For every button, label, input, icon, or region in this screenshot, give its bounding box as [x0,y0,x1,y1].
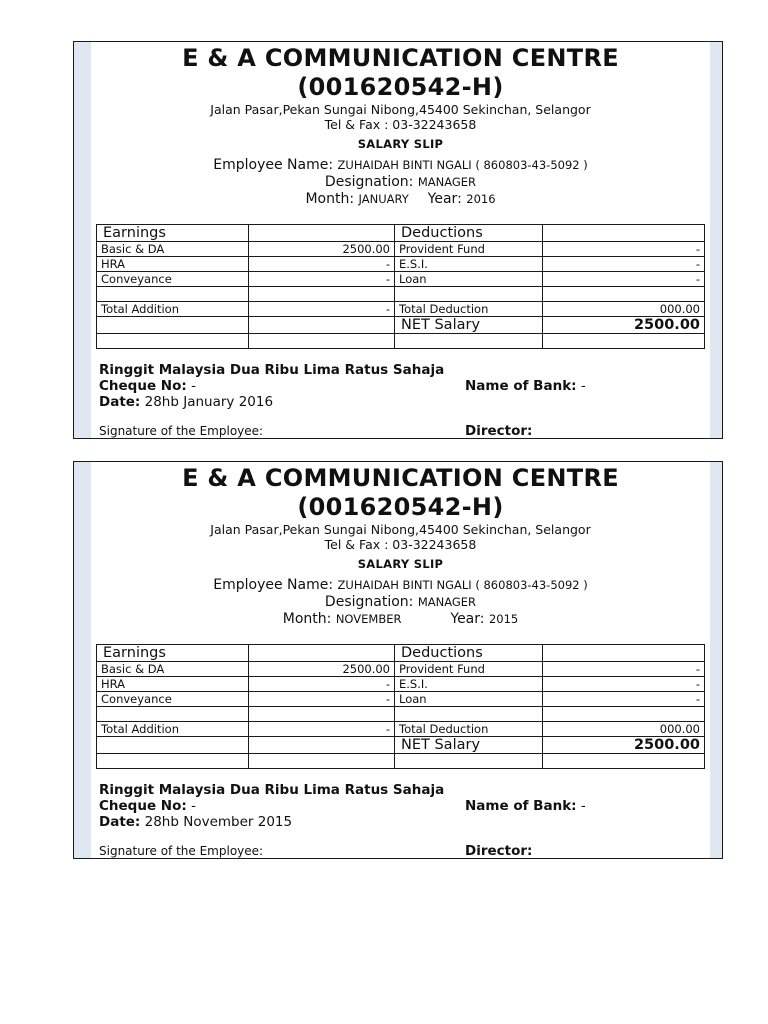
net-salary-row [97,317,705,334]
cheque-label: Cheque No: [99,798,187,814]
company-name: E & A COMMUNICATION CENTRE [182,464,619,492]
table-row [97,707,705,722]
month-year-line [91,191,710,208]
company-address: Jalan Pasar,Pekan Sungai Nibong,45400 Sekinchan, Selangor [210,522,591,537]
cheque-label: Cheque No: [99,378,187,394]
employee-name-label: Employee Name: [213,157,334,173]
date-line [99,814,710,830]
pay-table [96,224,705,349]
earning-label: Conveyance [97,692,249,707]
deduction-label: E.S.I. [395,677,543,692]
month-value: JANUARY [358,192,409,206]
table-header-row [97,645,705,662]
month-value: NOVEMBER [335,612,402,626]
month-year-line [91,611,710,628]
year-label: Year: [427,191,462,207]
earning-amount: - [249,692,395,707]
year-value: 2015 [488,612,519,626]
deduction-label: Provident Fund [395,242,543,257]
bank-field [465,378,586,394]
table-row [97,242,705,257]
slip-page [91,462,710,858]
bank-field [465,798,586,814]
earnings-header: Earnings [97,645,249,662]
bank-value: - [580,798,586,814]
total-deduction-label: Total Deduction [395,302,543,317]
employee-name-label: Employee Name: [213,577,334,593]
cheque-value: - [191,378,196,394]
bank-label: Name of Bank: [465,798,577,814]
table-row [97,334,705,349]
year-label: Year: [450,611,485,627]
designation-line [91,594,710,611]
earning-label: Basic & DA [97,662,249,677]
company-tel: Tel & Fax : 03-32243658 [324,117,477,132]
deduction-amount: - [543,272,705,287]
cheque-value: - [191,798,196,814]
total-addition-label: Total Addition [97,302,249,317]
total-deduction-value: 000.00 [543,722,705,737]
employee-name-line [91,577,710,594]
employee-signature-label: Signature of the Employee: [99,424,264,438]
table-row [97,257,705,272]
designation-line [91,174,710,191]
pay-table [96,644,705,769]
earning-label: Conveyance [97,272,249,287]
earning-amount: - [249,272,395,287]
deduction-label: Loan [395,692,543,707]
signature-line [99,844,710,858]
month-label: Month: [305,191,355,207]
deduction-amount: - [543,677,705,692]
net-salary-value: 2500.00 [543,737,705,754]
year-value: 2016 [466,192,496,206]
slip-page [91,42,710,438]
table-row [97,677,705,692]
salary-slip-january [73,41,723,439]
company-registration: (001620542-H) [297,73,504,101]
director-label: Director: [465,423,533,438]
company-registration: (001620542-H) [297,493,504,521]
employee-name-value: ZUHAIDAH BINTI NGALI ( 860803-43-5092 ) [337,158,588,172]
cheque-bank-line [99,378,710,394]
date-value: 28hb November 2015 [144,814,293,830]
total-addition-value: - [249,722,395,737]
deduction-amount: - [543,242,705,257]
net-salary-row [97,737,705,754]
amount-in-words: Ringgit Malaysia Dua Ribu Lima Ratus Sahaja [99,782,445,798]
earning-amount: - [249,257,395,272]
earning-label: HRA [97,257,249,272]
payment-details [99,362,710,410]
earning-label: HRA [97,677,249,692]
company-tel: Tel & Fax : 03-32243658 [324,537,477,552]
deduction-amount: - [543,257,705,272]
bank-label: Name of Bank: [465,378,577,394]
deductions-header: Deductions [395,225,543,242]
deduction-amount: - [543,662,705,677]
bank-value: - [580,378,586,394]
table-row [97,692,705,707]
earnings-header: Earnings [97,225,249,242]
table-row [97,662,705,677]
date-line [99,394,710,410]
amount-in-words: Ringgit Malaysia Dua Ribu Lima Ratus Sahaja [99,362,445,378]
month-label: Month: [282,611,332,627]
employee-name-line [91,157,710,174]
payment-details [99,782,710,830]
total-addition-value: - [249,302,395,317]
director-label: Director: [465,843,533,858]
slip-title: SALARY SLIP [357,137,444,151]
designation-label: Designation: [324,174,414,190]
slip-title: SALARY SLIP [357,557,444,571]
table-header-row [97,225,705,242]
signature-line [99,424,710,438]
designation-label: Designation: [324,594,414,610]
net-salary-label: NET Salary [395,737,543,754]
earning-label: Basic & DA [97,242,249,257]
deductions-header: Deductions [395,645,543,662]
salary-slip-november [73,461,723,859]
earning-amount: 2500.00 [249,662,395,677]
employee-name-value: ZUHAIDAH BINTI NGALI ( 860803-43-5092 ) [337,578,588,592]
designation-value: MANAGER [417,175,477,189]
cheque-bank-line [99,798,710,814]
date-label: Date: [99,814,141,830]
total-deduction-label: Total Deduction [395,722,543,737]
totals-row [97,302,705,317]
earning-amount: 2500.00 [249,242,395,257]
earning-amount: - [249,677,395,692]
totals-row [97,722,705,737]
total-deduction-value: 000.00 [543,302,705,317]
total-addition-label: Total Addition [97,722,249,737]
net-salary-label: NET Salary [395,317,543,334]
designation-value: MANAGER [417,595,477,609]
table-row [97,754,705,769]
deduction-label: E.S.I. [395,257,543,272]
date-value: 28hb January 2016 [144,394,274,410]
deduction-amount: - [543,692,705,707]
date-label: Date: [99,394,141,410]
net-salary-value: 2500.00 [543,317,705,334]
table-row [97,272,705,287]
employee-signature-label: Signature of the Employee: [99,844,264,858]
company-address: Jalan Pasar,Pekan Sungai Nibong,45400 Sekinchan, Selangor [210,102,591,117]
deduction-label: Loan [395,272,543,287]
company-name: E & A COMMUNICATION CENTRE [182,44,619,72]
table-row [97,287,705,302]
deduction-label: Provident Fund [395,662,543,677]
